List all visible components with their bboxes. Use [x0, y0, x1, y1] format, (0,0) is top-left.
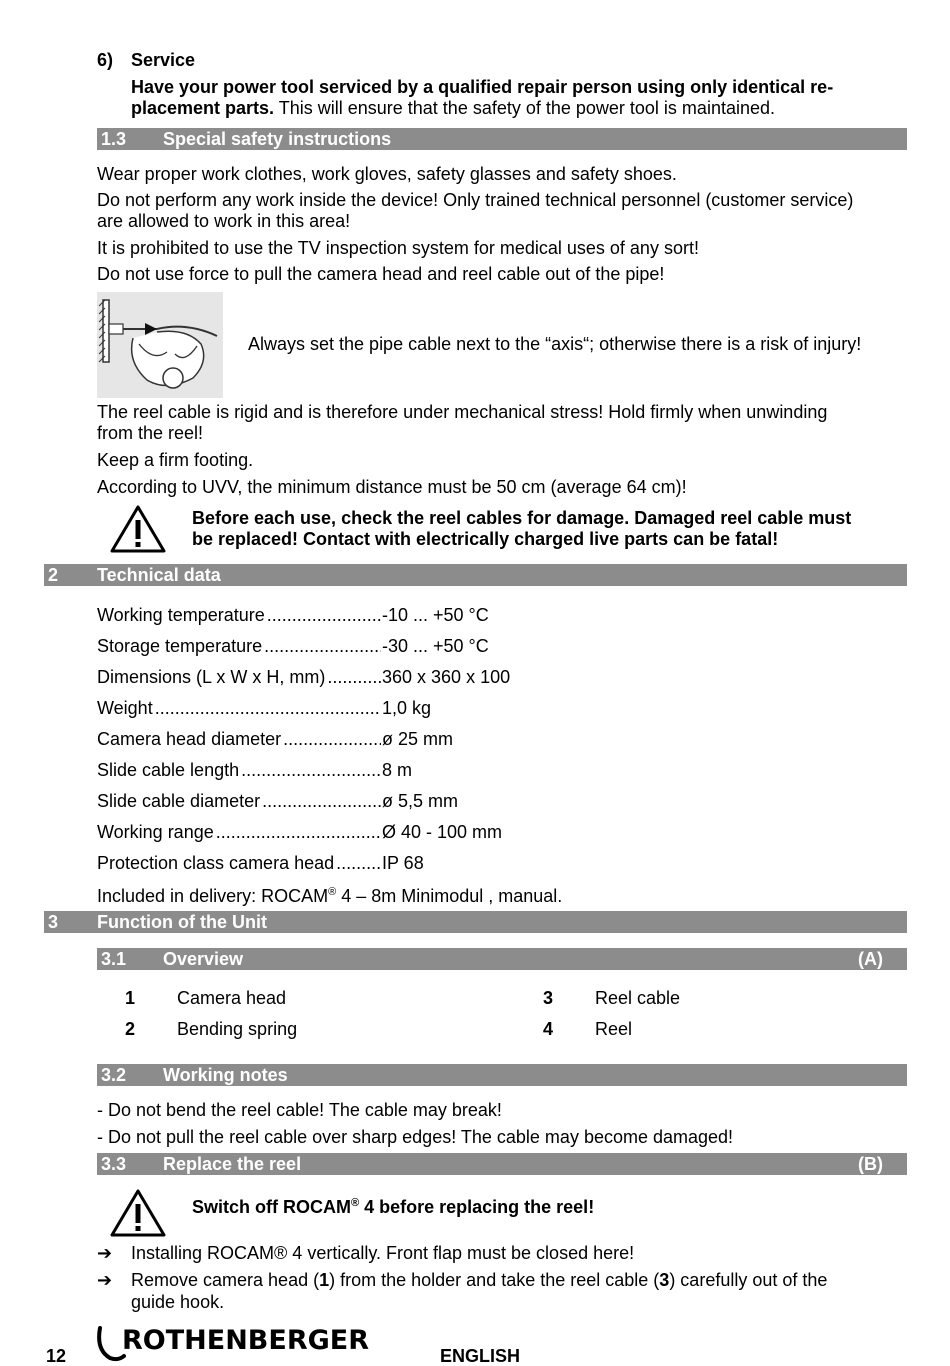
spec-value: -30 ... +50 °C [382, 636, 489, 656]
safety-line: It is prohibited to use the TV inspection system for medical uses of any sort! [97, 238, 699, 258]
section-number: 3.3 [101, 1154, 127, 1174]
spec-value: 360 x 360 x 100 [382, 667, 511, 687]
spec-row [97, 790, 697, 812]
spec-row [97, 666, 697, 688]
overview-item-number: 3 [543, 988, 554, 1008]
section-title: Overview [163, 949, 244, 969]
safety-line: Wear proper work clothes, work gloves, safety glasses and safety shoes. [97, 164, 677, 184]
service-bold-phrase: placement parts. [131, 98, 275, 118]
spec-value: 8 m [382, 760, 413, 780]
warning-triangle-icon [109, 1188, 167, 1238]
safety-line: Do not perform any work inside the device! Only trained technical personnel (customer service) [97, 190, 854, 210]
arrow-bullet-icon: ➔ [97, 1243, 113, 1263]
safety-line: are allowed to work in this area! [97, 211, 351, 231]
note-line: - Do not pull the reel cable over sharp edges! The cable may become damaged! [97, 1127, 734, 1147]
spec-label: Storage temperature ..... [97, 635, 381, 657]
overview-item-label: Reel cable [595, 988, 681, 1008]
overview-item-number: 4 [543, 1019, 554, 1039]
spec-row [97, 852, 697, 874]
spec-label: Working temperature ..... [97, 604, 381, 626]
pipe-pull-illustration [97, 292, 223, 398]
step-2-text: Remove camera head ( [131, 1270, 320, 1290]
section-bar-3-2 [97, 1064, 907, 1086]
step-2-text: ) carefully out of the [669, 1270, 828, 1290]
note-line: - Do not bend the reel cable! The cable may break! [97, 1100, 502, 1120]
figure-reference: (B) [858, 1154, 883, 1174]
spec-row [97, 604, 697, 626]
warning-triangle-icon [109, 504, 167, 554]
reel-warning [192, 1193, 594, 1218]
spec-value: Ø 40 - 100 mm [382, 822, 503, 842]
spec-label: Working range ..... [97, 821, 381, 843]
section-bar-2 [44, 564, 907, 586]
safety-line: According to UVV, the minimum distance must be 50 cm (average 64 cm)! [97, 477, 687, 497]
delivery-line [97, 882, 562, 907]
arrow-bullet-icon: ➔ [97, 1270, 113, 1290]
section-title: Technical data [97, 565, 221, 585]
section-bar-1-3 [97, 128, 907, 150]
safety-line: Keep a firm footing. [97, 450, 254, 470]
spec-value: IP 68 [382, 853, 424, 873]
page-number: 12 [46, 1346, 67, 1366]
footer-language: ENGLISH [440, 1346, 521, 1366]
warning-text-line1: Before each use, check the reel cables for damage. Damaged reel cable must [192, 508, 852, 528]
spec-row [97, 759, 697, 781]
service-number: 6) [97, 50, 114, 70]
section-number: 3 [48, 912, 59, 932]
spec-row [97, 728, 697, 750]
spec-label: Dimensions (L x W x H, mm) ..... [97, 666, 381, 688]
section-bar-3-3 [97, 1153, 907, 1175]
section-number: 1.3 [101, 129, 127, 149]
section-number: 3.2 [101, 1065, 127, 1085]
spec-row [97, 821, 697, 843]
overview-item-label: Camera head [177, 988, 287, 1008]
spec-value: -10 ... +50 °C [382, 605, 489, 625]
rothenberger-logo [96, 1325, 370, 1362]
registered-mark: ® [351, 1197, 360, 1209]
section-number: 2 [48, 565, 59, 585]
spec-value: ø 5,5 mm [382, 791, 459, 811]
safety-line: Do not use force to pull the camera head and reel cable out of the pipe! [97, 264, 665, 284]
spec-label: Slide cable diameter ..... [97, 790, 381, 812]
service-normal-phrase: This will ensure that the safety of the power tool is maintained. [274, 98, 775, 118]
spec-value: ø 25 mm [382, 729, 454, 749]
warning-prefix: Switch off ROCAM [192, 1197, 351, 1217]
spec-row [97, 697, 697, 719]
warning-suffix: 4 before replacing the reel! [359, 1197, 595, 1217]
section-title: Replace the reel [163, 1154, 302, 1174]
step-2-line2: guide hook. [131, 1292, 225, 1312]
service-text-line1: Have your power tool serviced by a qualified repair person using only identical re- [131, 77, 834, 97]
figure-caption: Always set the pipe cable next to the “axis“; otherwise there is a risk of injury! [248, 334, 862, 354]
section-title: Working notes [163, 1065, 288, 1085]
overview-item-label: Reel [595, 1019, 633, 1039]
step-2-ref: 3 [659, 1270, 670, 1290]
spec-label: Slide cable length ..... [97, 759, 381, 781]
section-title: Special safety instructions [163, 129, 392, 149]
overview-item-label: Bending spring [177, 1019, 298, 1039]
delivery-prefix: Included in delivery: ROCAM [97, 886, 329, 906]
step-2-text: ) from the holder and take the reel cable ( [329, 1270, 660, 1290]
section-title: Function of the Unit [97, 912, 267, 932]
spec-label: Camera head diameter ..... [97, 728, 381, 750]
spec-row [97, 635, 697, 657]
service-text-line2 [131, 98, 775, 119]
overview-item-number: 2 [125, 1019, 136, 1039]
service-heading: Service [131, 50, 196, 70]
section-bar-3 [44, 911, 907, 933]
figure-reference: (A) [858, 949, 883, 969]
delivery-suffix: 4 – 8m Minimodul , manual. [336, 886, 563, 906]
safety-line: from the reel! [97, 423, 204, 443]
overview-item-number: 1 [125, 988, 136, 1008]
section-bar-3-1 [97, 948, 907, 970]
person-pulling-cable-icon [97, 292, 223, 398]
section-number: 3.1 [101, 949, 127, 969]
step-1: Installing ROCAM® 4 vertically. Front flap must be closed here! [131, 1243, 635, 1263]
safety-line: The reel cable is rigid and is therefore under mechanical stress! Hold firmly when unwinding [97, 402, 828, 422]
step-2 [131, 1270, 827, 1291]
registered-mark: ® [328, 886, 337, 898]
spec-value: 1,0 kg [382, 698, 432, 718]
spec-label: Protection class camera head ..... [97, 852, 381, 874]
logo-wordmark: ROTHENBERGER [122, 1325, 370, 1356]
warning-text-line2: be replaced! Contact with electrically charged live parts can be fatal! [192, 529, 779, 549]
spec-label: Weight ..... [97, 697, 381, 719]
step-2-ref: 1 [319, 1270, 330, 1290]
